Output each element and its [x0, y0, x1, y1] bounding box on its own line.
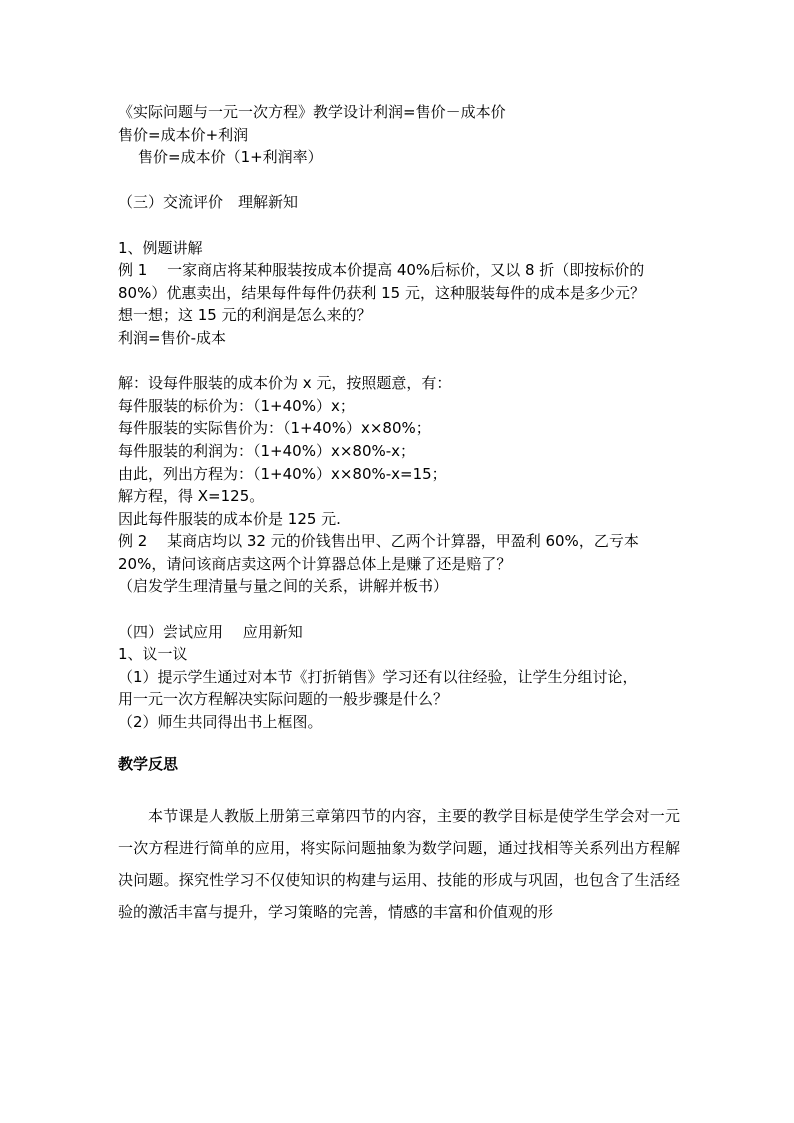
section-heading: （四）尝试应用 应用新知: [118, 622, 303, 641]
subsection-heading: 1、议一议: [118, 645, 188, 664]
example-1-line: 例 1 一家商店将某种服装按成本价提高 40%后标价，又以 8 折（即按标价的: [118, 261, 645, 280]
text-line: 想一想；这 15 元的利润是怎么来的？: [118, 306, 372, 325]
solution-line: 每件服装的标价为：（1+40%）x；: [118, 396, 355, 415]
blank-line: [118, 350, 680, 373]
doc-title-line: 《实际问题与一元一次方程》教学设计利润=售价－成本价: [118, 103, 506, 121]
formula-line: 售价=成本价（1+利润率）: [138, 148, 323, 167]
text-line: 利润=售价-成本: [118, 328, 226, 347]
text-line: 用一元一次方程解决实际问题的一般步骤是什么？: [118, 690, 449, 709]
reflection-paragraph: 本节课是人教版上册第三章第四节的内容，主要的教学目标是使学生学会对一元一次方程进行简单的应用，将实际问题抽象为数学问题，通过找相等关系列出方程解决问题。探究性学习不仅使知识的构建与运用、技能的形成与巩固，也包含了生活经验的激活丰富与提升，学习策略的完善，情感的丰富和价值观的形: [118, 806, 680, 921]
text-line: （启发学生理清量与量之间的关系，讲解并板书）: [118, 577, 449, 596]
example-2-line: 例 2 某商店均以 32 元的价钱售出甲、乙两个计算器，甲盈利 60%，乙亏本: [118, 532, 639, 551]
subsection-heading: 1、例题讲解: [118, 238, 203, 257]
blank-line: [118, 169, 680, 192]
solution-line: 每件服装的利润为：（1+40%）x×80%-x；: [118, 441, 416, 460]
formula-line: 售价=成本价+利润: [118, 125, 249, 144]
solution-line: 解：设每件服装的成本价为 x 元，按照题意，有：: [118, 374, 452, 393]
solution-line: 因此每件服装的成本价是 125 元.: [118, 509, 341, 528]
solution-line: 每件服装的实际售价为：（1+40%）x×80%；: [118, 419, 431, 438]
reflection-heading: 教学反思: [118, 754, 179, 773]
text-line: （2）师生共同得出书上框图。: [118, 713, 323, 732]
blank-line: [118, 598, 680, 621]
example-1-line: 80%）优惠卖出，结果每件每件仍获利 15 元，这种服装每件的成本是多少元？: [118, 283, 645, 302]
document-body: [118, 101, 680, 928]
section-heading: （三）交流评价 理解新知: [118, 193, 299, 212]
solution-line: 解方程，得 X=125。: [118, 487, 265, 506]
text-line: （1）提示学生通过对本节《打折销售》学习还有以往经验，让学生分组讨论，: [118, 667, 638, 686]
blank-line: [118, 214, 680, 237]
example-2-line: 20%，请问该商店卖这两个计算器总体上是赚了还是赔了？: [118, 554, 512, 573]
solution-line: 由此，列出方程为：（1+40%）x×80%-x=15；: [118, 464, 447, 483]
